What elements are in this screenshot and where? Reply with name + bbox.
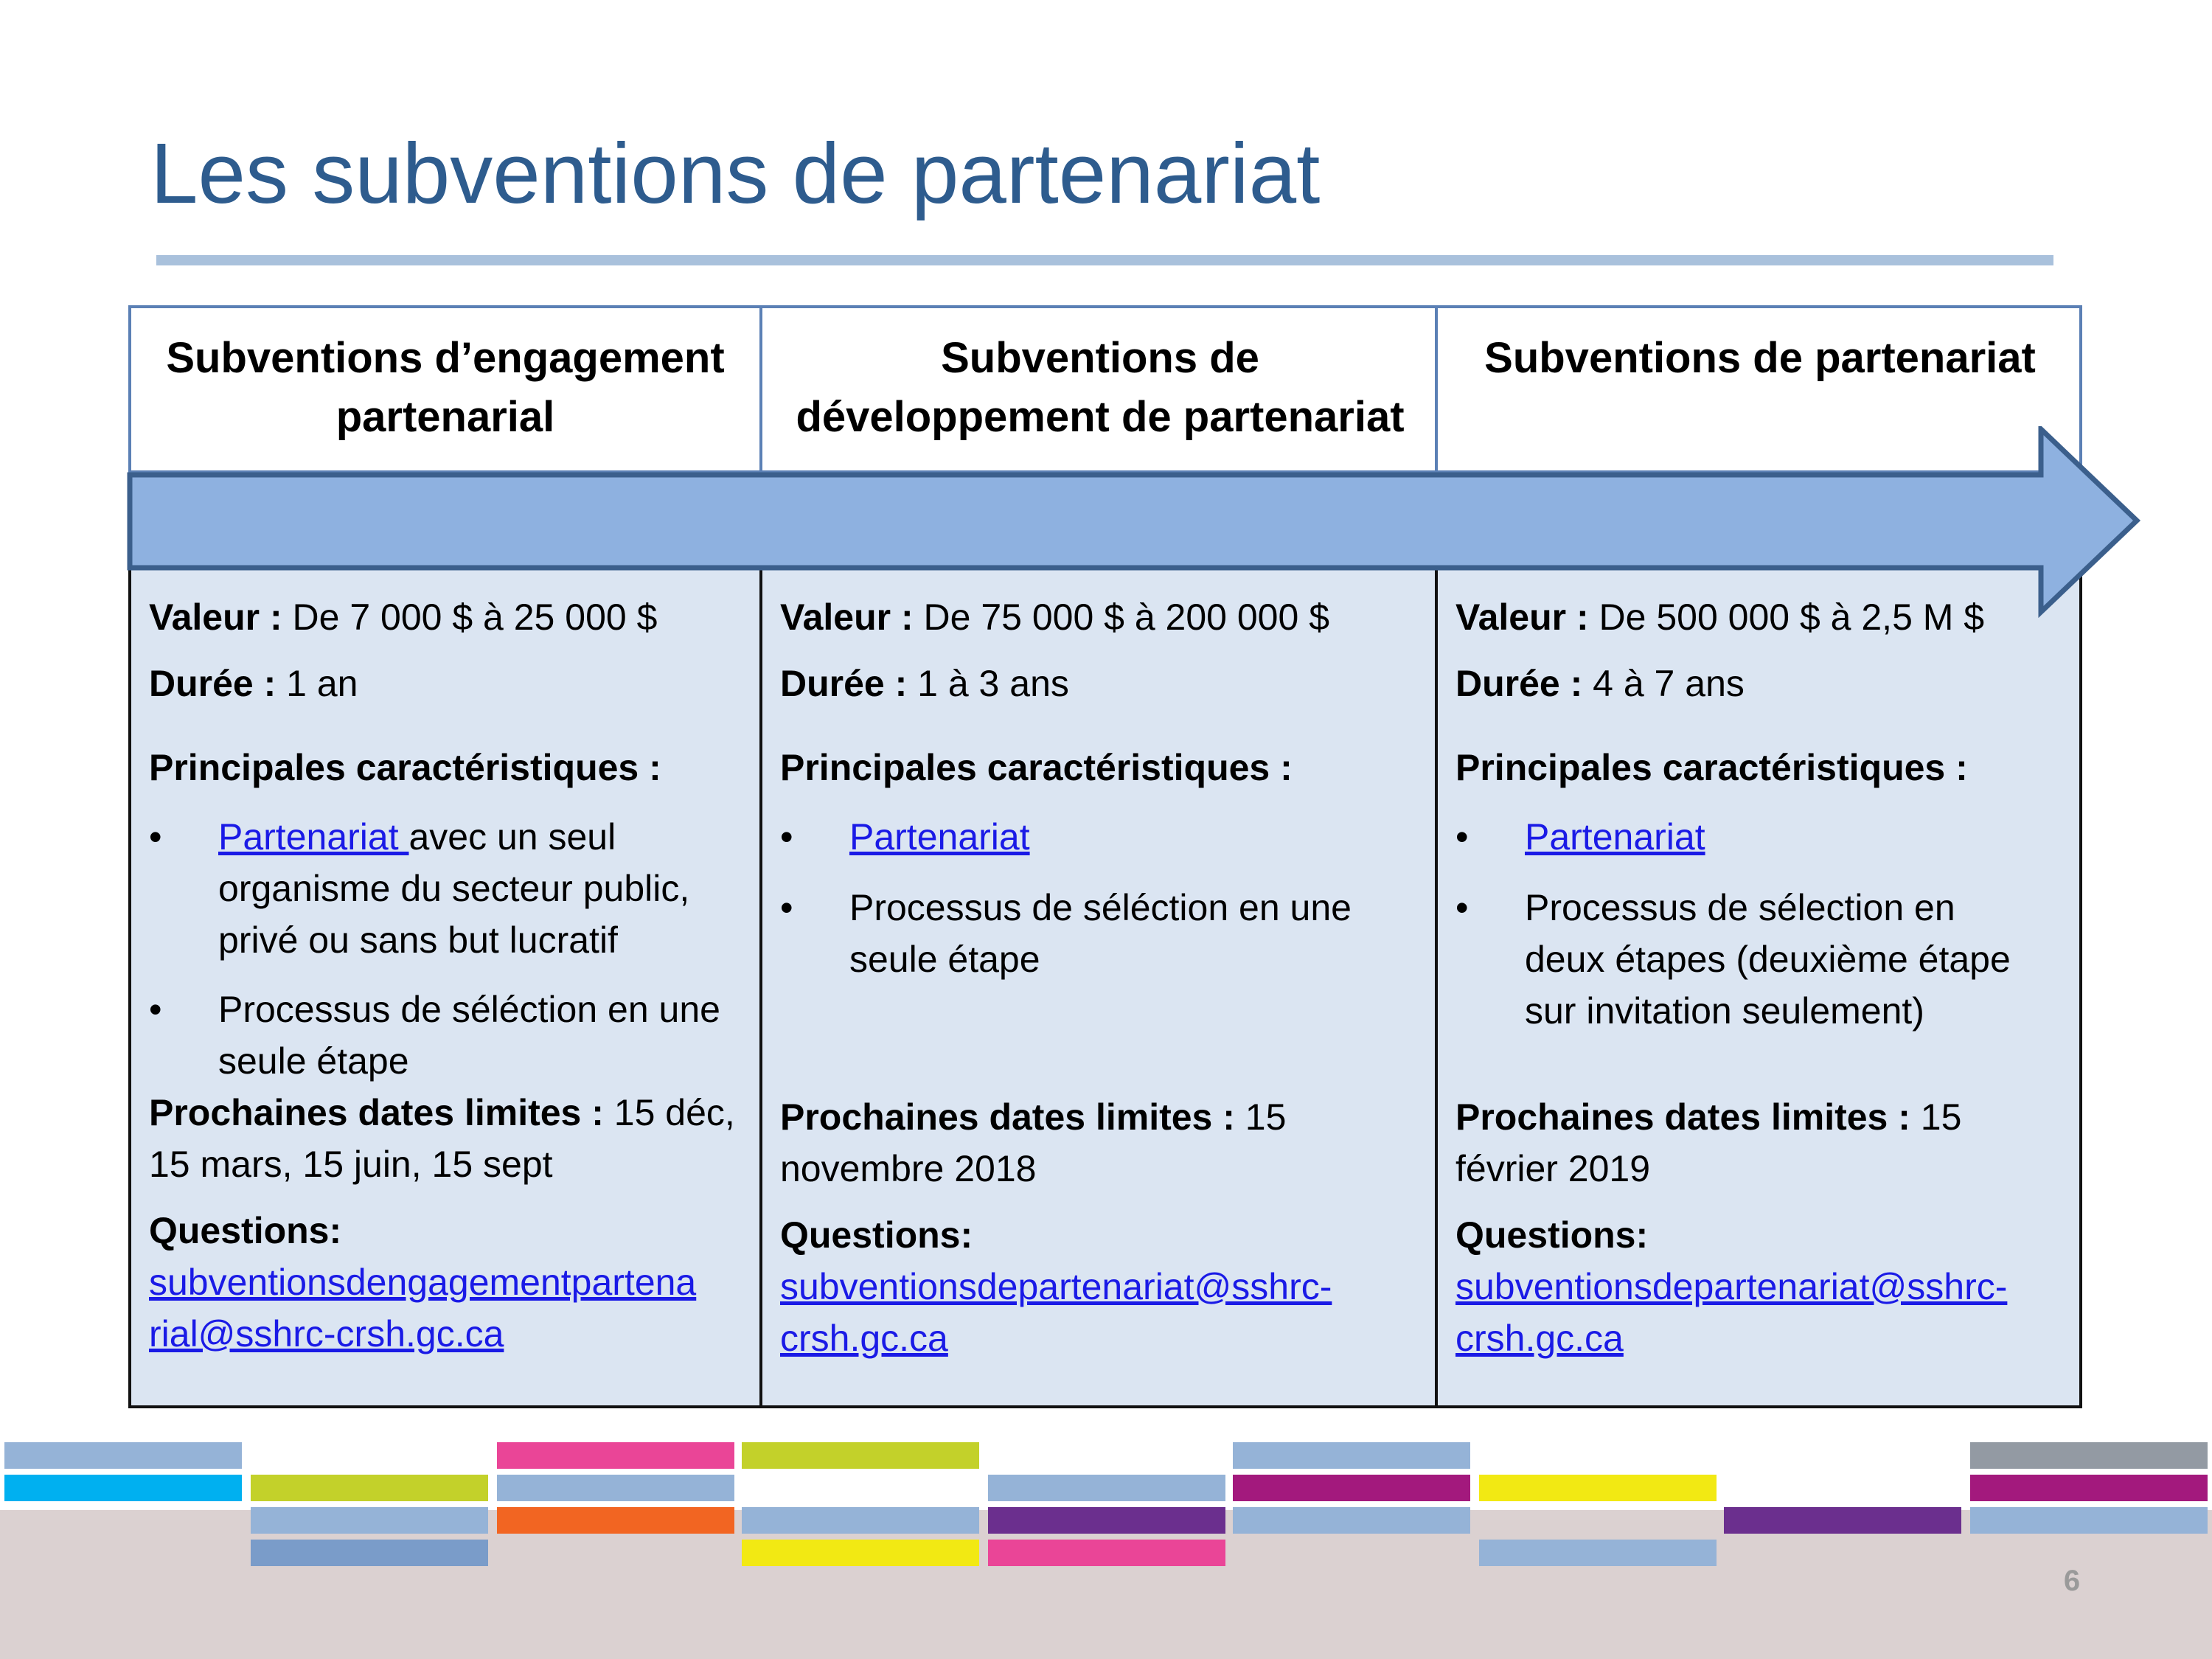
column-header-line: Subventions de partenariat (1484, 334, 2036, 382)
features-label: Principales caractéristiques : (780, 747, 1293, 788)
feature-text: privé ou sans but lucratif (218, 919, 618, 961)
dates-value: 15 (1910, 1096, 1962, 1138)
dates-value: novembre 2018 (780, 1148, 1037, 1189)
feature-bullet (1455, 811, 2067, 863)
dates-value: 15 mars, 15 juin, 15 sept (149, 1144, 553, 1185)
partenariat-link[interactable]: Partenariat (218, 816, 409, 858)
feature-bullet (149, 811, 746, 966)
partenariat-link[interactable]: Partenariat (1525, 816, 1705, 858)
valeur-label: Valeur : (1455, 597, 1589, 638)
contact-email-link[interactable] (1455, 1261, 2067, 1364)
title-underline (156, 255, 2053, 265)
progression-arrow-icon (127, 426, 2147, 625)
feature-bullet (780, 882, 1422, 985)
column-header-partnership (1438, 329, 2082, 388)
feature-bullet (1455, 882, 2067, 1037)
valeur-value: De 7 000 $ à 25 000 $ (282, 597, 658, 638)
slide-title: Les subventions de partenariat (150, 125, 1321, 221)
feature-text: Processus de séléction en une (218, 989, 720, 1030)
duree-label: Durée : (149, 663, 276, 704)
bullet-glyph: • (1455, 816, 1469, 858)
dates-value: février 2019 (1455, 1148, 1651, 1189)
column-header-line: Subventions de (941, 334, 1259, 382)
valeur-value: De 500 000 $ à 2,5 M $ (1588, 597, 1985, 638)
column-header-line: développement de partenariat (796, 393, 1405, 441)
dates-label: Prochaines dates limites : (780, 1096, 1235, 1138)
partenariat-link[interactable]: Partenariat (849, 816, 1030, 858)
valeur-label: Valeur : (780, 597, 914, 638)
valeur-label: Valeur : (149, 597, 282, 638)
questions-label: Questions: (149, 1210, 342, 1251)
feature-text: deux étapes (deuxième étape (1525, 939, 2011, 980)
email-line: subventionsdepartenariat@sshrc- (780, 1266, 1332, 1307)
duree-value: 4 à 7 ans (1582, 663, 1745, 704)
feature-text: Processus de sélection en (1525, 887, 1955, 928)
duree-label: Durée : (1455, 663, 1583, 704)
feature-text: avec un seul (408, 816, 616, 858)
features-label: Principales caractéristiques : (1455, 747, 1968, 788)
bullet-glyph: • (780, 816, 793, 858)
duree-value: 1 à 3 ans (907, 663, 1069, 704)
email-line: subventionsdepartenariat@sshrc- (1455, 1266, 2008, 1307)
bullet-glyph: • (149, 989, 162, 1030)
feature-bullet (149, 984, 746, 1087)
bullet-glyph: • (1455, 887, 1469, 928)
feature-text: Processus de séléction en une (849, 887, 1352, 928)
bullet-glyph: • (149, 816, 162, 858)
dates-label: Prochaines dates limites : (149, 1092, 604, 1133)
column-body-partnership (1455, 591, 2067, 1364)
bullet-glyph: • (780, 887, 793, 928)
page-number: 6 (2063, 1565, 2081, 1597)
duree-label: Durée : (780, 663, 908, 704)
questions-label: Questions: (780, 1214, 973, 1256)
feature-text: organisme du secteur public, (218, 868, 690, 909)
feature-bullet (780, 811, 1422, 863)
duree-value: 1 an (276, 663, 358, 704)
contact-email-link[interactable] (780, 1261, 1422, 1364)
dates-label: Prochaines dates limites : (1455, 1096, 1910, 1138)
dates-value: 15 (1234, 1096, 1287, 1138)
feature-text: seule étape (849, 939, 1040, 980)
email-line: subventionsdengagementpartena (149, 1262, 697, 1303)
contact-email-link[interactable] (149, 1256, 746, 1360)
column-body-development (780, 591, 1422, 1364)
feature-text: seule étape (218, 1040, 409, 1082)
email-line: crsh.gc.ca (780, 1318, 948, 1359)
features-label: Principales caractéristiques : (149, 747, 661, 788)
column-header-line: partenarial (335, 393, 555, 441)
feature-text: sur invitation seulement) (1525, 990, 1924, 1032)
column-body-engagement (149, 591, 746, 1360)
questions-label: Questions: (1455, 1214, 1649, 1256)
email-line: crsh.gc.ca (1455, 1318, 1624, 1359)
valeur-value: De 75 000 $ à 200 000 $ (913, 597, 1329, 638)
column-header-line: Subventions d’engagement (166, 334, 725, 382)
email-line: rial@sshrc-crsh.gc.ca (149, 1313, 504, 1354)
dates-value: 15 déc, (603, 1092, 735, 1133)
